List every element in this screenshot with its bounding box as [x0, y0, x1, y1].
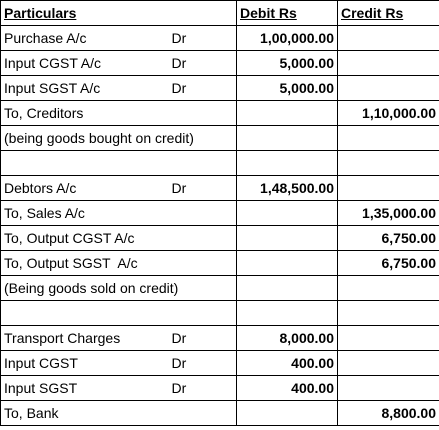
credit-cell: 6,750.00	[338, 251, 439, 276]
dr-cell: Dr	[169, 26, 237, 51]
credit-header: Credit Rs	[338, 1, 439, 26]
particulars-cell: Transport Charges	[1, 326, 169, 351]
debit-cell	[237, 401, 338, 426]
particulars-cell: To, Bank	[1, 401, 169, 426]
debit-cell: 400.00	[237, 351, 338, 376]
table-row	[1, 126, 439, 151]
table-row	[1, 326, 439, 351]
table-row	[1, 101, 439, 126]
table-row	[1, 76, 439, 101]
table-row	[1, 226, 439, 251]
table-row	[1, 201, 439, 226]
table-row	[1, 376, 439, 401]
particulars-cell: Debtors A/c	[1, 176, 169, 201]
credit-cell	[338, 26, 439, 51]
credit-cell	[338, 376, 439, 401]
particulars-cell	[1, 301, 169, 326]
dr-cell: Dr	[169, 376, 237, 401]
credit-cell	[338, 76, 439, 101]
particulars-cell	[1, 151, 169, 176]
narration-cell: (Being goods sold on credit)	[1, 276, 237, 301]
debit-cell	[237, 201, 338, 226]
debit-cell: 5,000.00	[237, 76, 338, 101]
dr-cell: Dr	[169, 176, 237, 201]
particulars-cell: To, Sales A/c	[1, 201, 169, 226]
debit-cell	[237, 301, 338, 326]
particulars-cell: Input SGST	[1, 376, 169, 401]
debit-cell	[237, 276, 338, 301]
dr-cell	[169, 401, 237, 426]
debit-cell: 400.00	[237, 376, 338, 401]
particulars-cell: To, Output SGST A/c	[1, 251, 169, 276]
credit-cell	[338, 51, 439, 76]
debit-cell	[237, 151, 338, 176]
debit-cell: 1,00,000.00	[237, 26, 338, 51]
particulars-cell: Input SGST A/c	[1, 76, 169, 101]
debit-cell: 1,48,500.00	[237, 176, 338, 201]
table-row	[1, 251, 439, 276]
particulars-cell: Input CGST	[1, 351, 169, 376]
credit-cell: 8,800.00	[338, 401, 439, 426]
dr-cell	[169, 201, 237, 226]
table-row	[1, 401, 439, 426]
debit-cell	[237, 251, 338, 276]
credit-cell	[338, 326, 439, 351]
credit-cell: 1,35,000.00	[338, 201, 439, 226]
blank-row	[1, 301, 439, 326]
dr-cell	[169, 101, 237, 126]
credit-cell: 6,750.00	[338, 226, 439, 251]
credit-cell	[338, 151, 439, 176]
debit-cell	[237, 126, 338, 151]
table-row	[1, 351, 439, 376]
dr-cell	[169, 151, 237, 176]
debit-cell	[237, 226, 338, 251]
credit-cell	[338, 176, 439, 201]
particulars-cell: Purchase A/c	[1, 26, 169, 51]
dr-cell: Dr	[169, 76, 237, 101]
table-row	[1, 26, 439, 51]
table-row	[1, 51, 439, 76]
credit-cell	[338, 276, 439, 301]
credit-cell: 1,10,000.00	[338, 101, 439, 126]
credit-cell	[338, 301, 439, 326]
particulars-cell: To, Output CGST A/c	[1, 226, 169, 251]
dr-cell: Dr	[169, 326, 237, 351]
credit-cell	[338, 351, 439, 376]
particulars-header: Particulars	[1, 1, 237, 26]
debit-cell: 8,000.00	[237, 326, 338, 351]
dr-cell	[169, 226, 237, 251]
blank-row	[1, 151, 439, 176]
debit-cell: 5,000.00	[237, 51, 338, 76]
table-row	[1, 276, 439, 301]
dr-cell	[169, 301, 237, 326]
debit-cell	[237, 101, 338, 126]
dr-cell: Dr	[169, 51, 237, 76]
narration-cell: (being goods bought on credit)	[1, 126, 237, 151]
dr-cell: Dr	[169, 351, 237, 376]
table-row	[1, 176, 439, 201]
dr-cell	[169, 251, 237, 276]
credit-cell	[338, 126, 439, 151]
particulars-cell: To, Creditors	[1, 101, 169, 126]
debit-header: Debit Rs	[237, 1, 338, 26]
particulars-cell: Input CGST A/c	[1, 51, 169, 76]
header-row	[1, 1, 439, 26]
